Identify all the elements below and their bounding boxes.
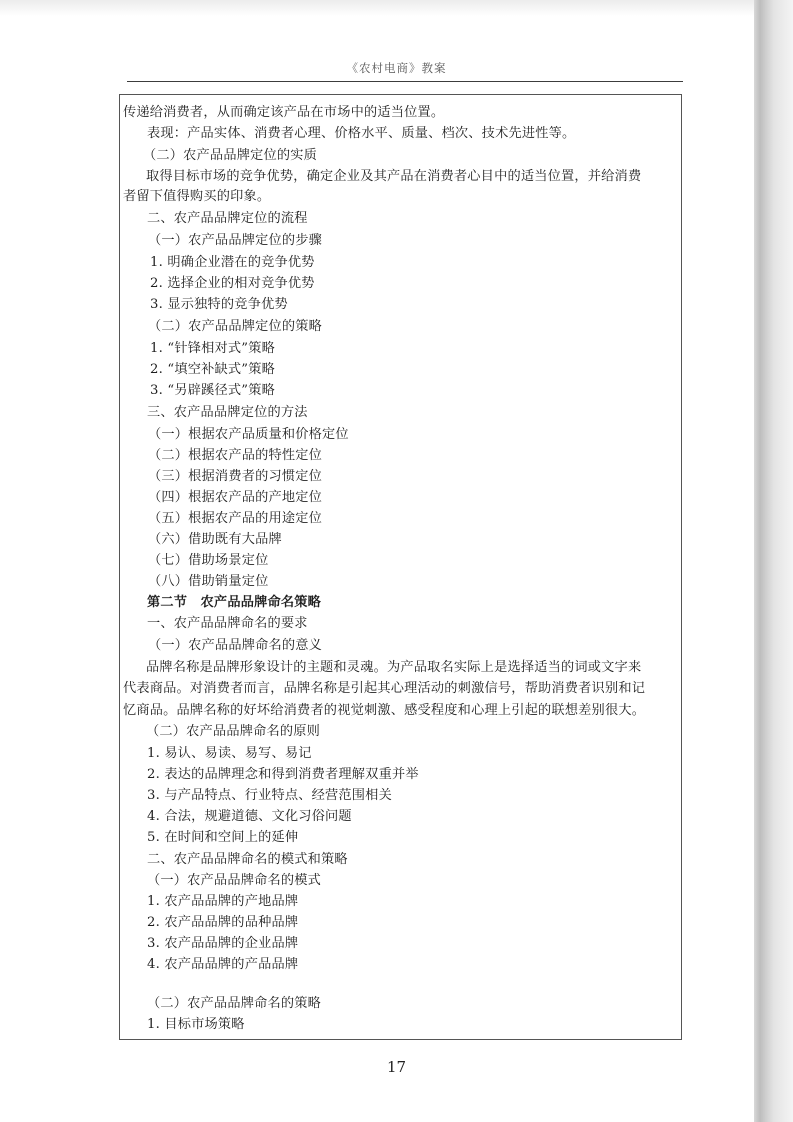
section-heading: 二、农产品品牌定位的流程: [147, 211, 308, 226]
header-title: 《农村电商》教案: [346, 61, 447, 75]
subsection-heading: （二）农产品品牌命名的策略: [147, 996, 322, 1011]
text-line: 品牌名称是品牌形象设计的主题和灵魂。为产品取名实际上是选择适当的词或文字来: [146, 660, 642, 675]
text-line: 表现：产品实体、消费者心理、价格水平、质量、档次、技术先进性等。: [147, 126, 576, 141]
list-item: 3. 农产品品牌的企业品牌: [147, 936, 299, 951]
list-item: 1. 农产品品牌的产地品牌: [147, 894, 299, 909]
list-item: （三）根据消费者的习惯定位: [148, 469, 323, 484]
list-item: （二）根据农产品的特性定位: [148, 448, 323, 463]
header-rule: [127, 81, 683, 82]
list-item: 2. 农产品品牌的品种品牌: [147, 915, 299, 930]
list-item: 3. 与产品特点、行业特点、经营范围相关: [147, 788, 392, 803]
subsection-heading: （二）农产品品牌命名的原则: [146, 724, 321, 739]
section-heading: 二、农产品品牌命名的模式和策略: [147, 852, 348, 867]
list-item: 1. 易认、易读、易写、易记: [147, 746, 312, 761]
text-line: 传递给消费者，从而确定该产品在市场中的适当位置。: [123, 105, 445, 120]
list-item: 1. 目标市场策略: [147, 1017, 245, 1032]
list-item: 5. 在时间和空间上的延伸: [147, 830, 299, 845]
text-line: 者留下值得购买的印象。: [123, 189, 271, 204]
list-item: 2. 表达的品牌理念和得到消费者理解双重并举: [147, 767, 419, 782]
text-line: 取得目标市场的竞争优势，确定企业及其产品在消费者心目中的适当位置，并给消费: [146, 169, 642, 184]
page-number: 17: [386, 1058, 407, 1076]
chapter-section-title: 第二节 农产品品牌命名策略: [147, 595, 322, 610]
text-line: 代表商品。对消费者而言，品牌名称是引起其心理活动的刺激信号，帮助消费者识别和记: [123, 681, 646, 696]
list-item: 2. 选择企业的相对竞争优势: [150, 276, 315, 291]
subsection-heading: （二）农产品品牌定位的策略: [148, 319, 323, 334]
section-heading: 三、农产品品牌定位的方法: [147, 405, 308, 420]
list-item: 2. “填空补缺式”策略: [150, 362, 275, 377]
list-item: 4. 合法，规避道德、文化习俗问题: [147, 809, 352, 824]
list-item: 3. “另辟蹊径式”策略: [150, 383, 275, 398]
list-item: 1. 明确企业潜在的竞争优势: [150, 255, 315, 270]
subsection-heading: （一）农产品品牌命名的意义: [148, 638, 323, 653]
list-item: （五）根据农产品的用途定位: [148, 511, 323, 526]
list-item: 1. “针锋相对式”策略: [150, 341, 275, 356]
section-heading: 一、农产品品牌命名的要求: [147, 616, 308, 631]
list-item: 4. 农产品品牌的产品品牌: [147, 957, 299, 972]
list-item: （八）借助销量定位: [148, 574, 269, 589]
list-item: （七）借助场景定位: [148, 553, 269, 568]
list-item: （一）根据农产品质量和价格定位: [148, 427, 349, 442]
text-line: （二）农产品品牌定位的实质: [143, 148, 318, 163]
text-line: 忆商品。品牌名称的好坏给消费者的视觉刺激、感受程度和心理上引起的联想差别很大。: [123, 703, 646, 718]
scan-shadow-top: [0, 0, 793, 16]
subsection-heading: （一）农产品品牌定位的步骤: [148, 233, 323, 248]
list-item: （四）根据农产品的产地定位: [148, 490, 323, 505]
subsection-heading: （一）农产品品牌命名的模式: [147, 873, 322, 888]
list-item: （六）借助既有大品牌: [148, 532, 282, 547]
list-item: 3. 显示独特的竞争优势: [150, 297, 288, 312]
scan-shadow-right: [754, 0, 793, 1122]
